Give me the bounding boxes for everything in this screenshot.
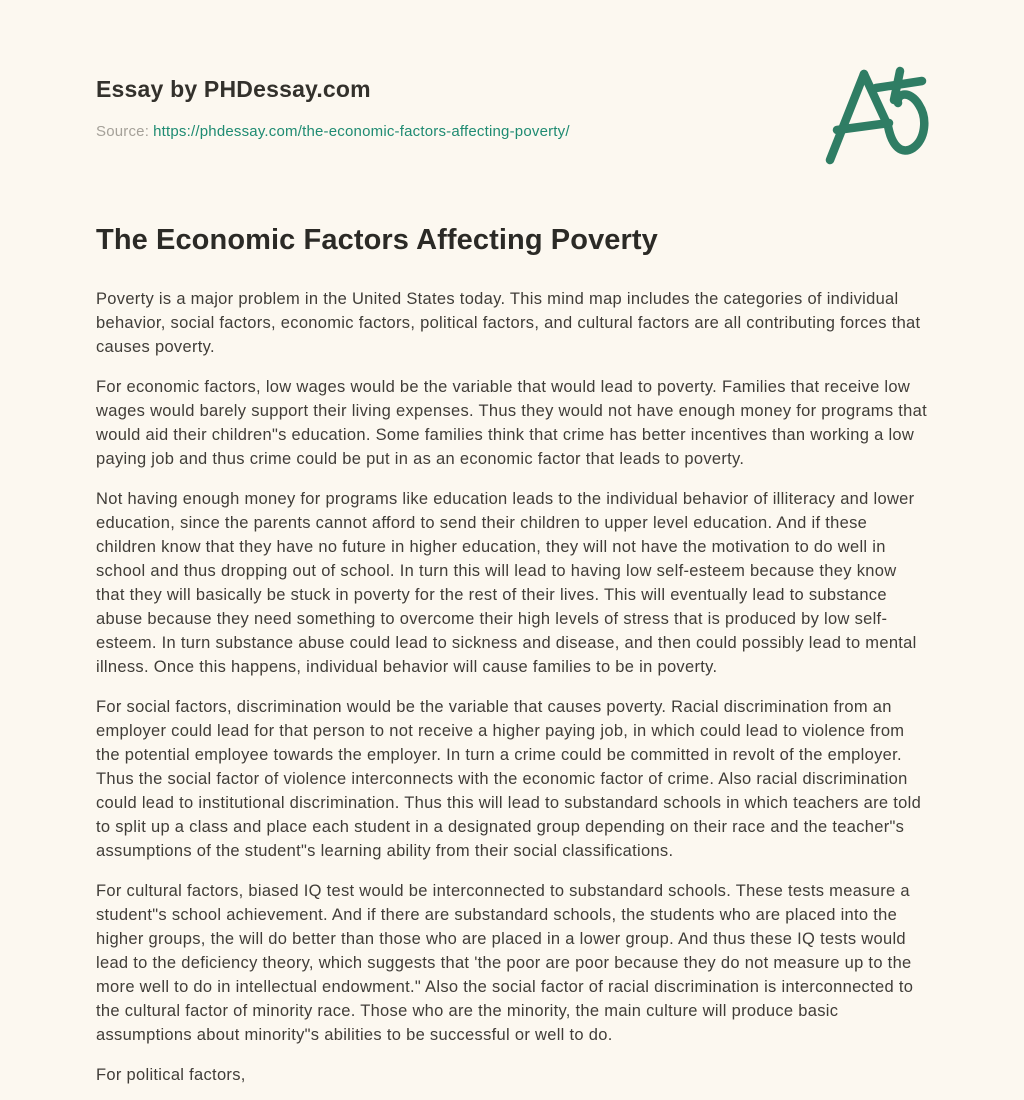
essay-paragraph: Not having enough money for programs like education leads to the individual behavior of illiteracy and lower education, since the parents cannot afford to send their children to upper level education. And if these children know that they have no future in higher education, they will not have the motivation to do well in school and thus dropping out of school. In turn this will lead to having low self-esteem because they know that they will basically be stuck in poverty for the rest of their lives. This will eventually lead to substance abuse because they need something to overcome their high levels of stress that is produced by low self-esteem. In turn substance abuse could lead to sickness and disease, and then could possibly lead to mental illness. Once this happens, individual behavior will cause families to be in poverty.: [96, 490, 917, 676]
source-label: Source:: [96, 123, 150, 140]
essay-paragraph: For economic factors, low wages would be the variable that would lead to poverty. Families that receive low wages would barely support their living expenses. Thus they would not have enough money for programs that would aid their children"s education. Some families think that crime has better incentives than working a low paying job and thus crime could be put in as an economic factor that leads to poverty.: [96, 378, 927, 468]
essay-paragraph: For social factors, discrimination would be the variable that causes poverty. Racial discrimination from an employer could lead for that person to not receive a higher paying job, in which could lead to violence from the potential employee towards the employer. In turn a crime could be committed in revolt of the employer. Thus the social factor of violence interconnects with the economic factor of crime. Also racial discrimination could lead to institutional discrimination. Thus this will lead to substandard schools in which teachers are told to split up a class and place each student in a designated group depending on their race and the teacher"s assumptions of the student"s learning ability from their social classifications.: [96, 698, 922, 860]
essay-byline: Essay by PHDessay.com: [96, 76, 371, 102]
a-plus-logo-icon: [812, 62, 952, 172]
essay-paragraph: Poverty is a major problem in the United States today. This mind map includes the categories of individual behavior, social factors, economic factors, political factors, and cultural factors are all contributing forces that causes poverty.: [96, 290, 921, 356]
source-link[interactable]: https://phdessay.com/the-economic-factors-affecting-poverty/: [153, 123, 570, 140]
essay-body: [96, 287, 930, 1100]
source-row: [96, 123, 570, 140]
essay-title: The Economic Factors Affecting Poverty: [96, 224, 658, 256]
essay-paragraph: For political factors,: [96, 1066, 246, 1084]
phdessay-logo: [812, 62, 952, 172]
essay-paragraph: For cultural factors, biased IQ test would be interconnected to substandard schools. These tests measure a student"s school achievement. And if there are substandard schools, the students who are placed into the higher groups, the will do better than those who are placed in a lower group. And thus these IQ tests would lead to the deficiency theory, which suggests that 'the poor are poor because they do not measure up to the more well to do in intellectual endowment." Also the social factor of racial discrimination is interconnected to the cultural factor of minority race. Those who are the minority, the main culture will produce basic assumptions about minority"s abilities to be successful or well to do.: [96, 882, 914, 1044]
